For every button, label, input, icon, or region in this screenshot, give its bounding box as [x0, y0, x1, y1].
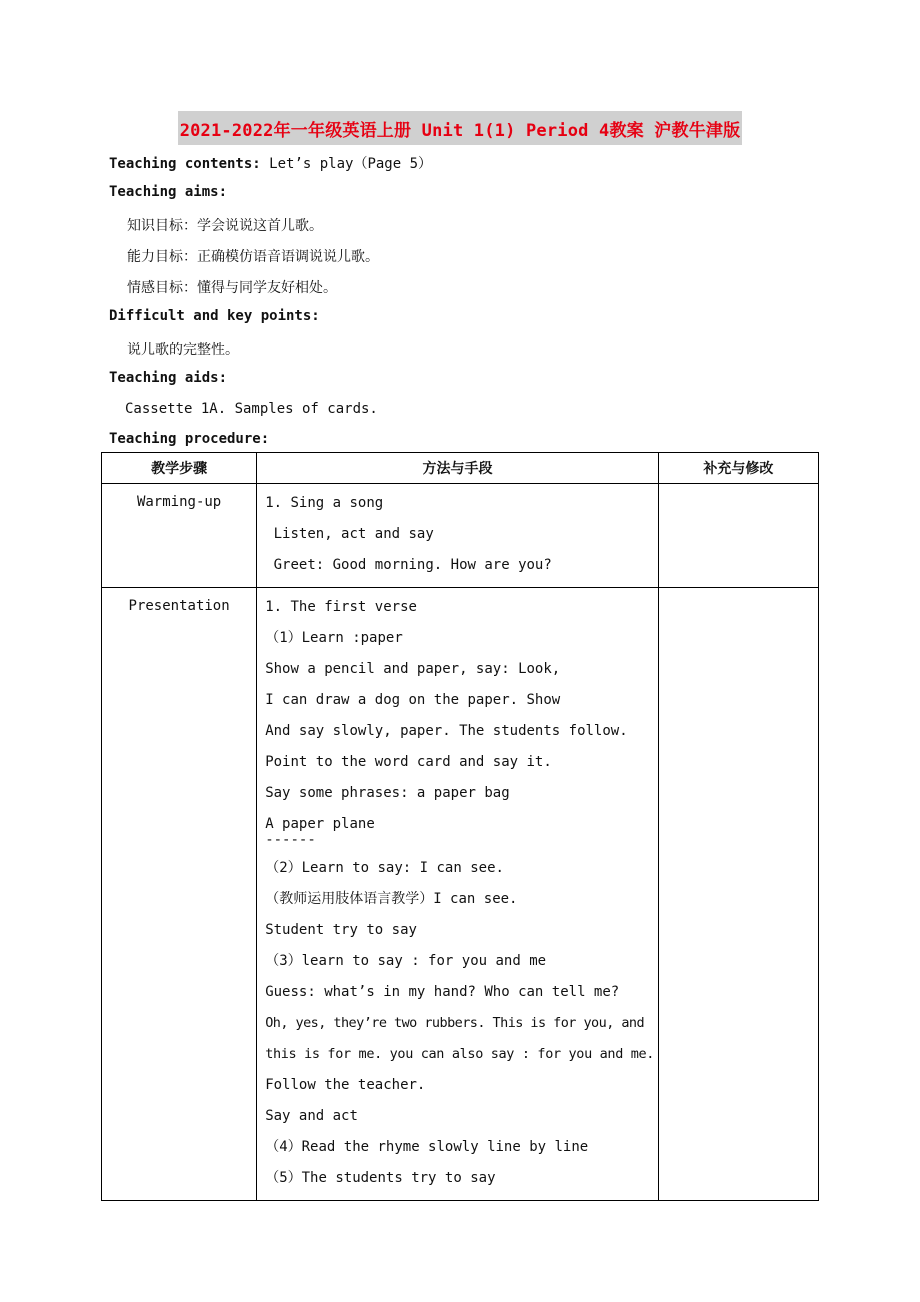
method-line: I can draw a dog on the paper. Show — [265, 692, 561, 708]
method-line: （教师运用肢体语言教学）I can see. — [265, 891, 518, 907]
method-line: （2）Learn to say: I can see. — [265, 860, 504, 876]
header-steps: 教学步骤 — [102, 453, 257, 484]
header-notes: 补充与修改 — [658, 453, 818, 484]
methods-cell — [257, 484, 659, 588]
method-line: Student try to say — [265, 922, 417, 938]
teaching-aids-label: Teaching aids: — [109, 370, 228, 386]
notes-cell — [658, 484, 818, 588]
method-line: （4）Read the rhyme slowly line by line — [265, 1139, 589, 1155]
method-line: Guess: what’s in my hand? Who can tell me? — [265, 984, 620, 1000]
method-line: （3）learn to say : for you and me — [265, 953, 547, 969]
method-line: And say slowly, paper. The students follow. — [265, 723, 628, 739]
method-line: Follow the teacher. — [265, 1077, 426, 1093]
key-points-text: 说儿歌的完整性。 — [127, 342, 239, 358]
procedure-table — [101, 452, 819, 1201]
table-row — [102, 588, 819, 1201]
table-header-row — [102, 453, 819, 484]
title-wrap — [0, 111, 920, 145]
teaching-contents-label: Teaching contents: — [109, 156, 261, 172]
aim-knowledge: 知识目标：学会说说这首儿歌。 — [127, 218, 323, 234]
methods-lines — [257, 484, 658, 587]
method-line: A paper plane — [265, 816, 375, 832]
table-row — [102, 484, 819, 588]
method-line: Listen, act and say — [265, 526, 434, 542]
method-line: Greet: Good morning. How are you? — [265, 557, 552, 573]
method-line: Point to the word card and say it. — [265, 754, 552, 770]
document-title: 2021-2022年一年级英语上册 Unit 1(1) Period 4教案 沪教牛津版 — [178, 111, 743, 145]
method-line: （1）Learn :paper — [265, 630, 403, 646]
stage-cell: Presentation — [102, 588, 257, 1201]
method-line: Say some phrases: a paper bag — [265, 785, 510, 801]
method-line: Say and act — [265, 1108, 358, 1124]
teaching-procedure-label: Teaching procedure: — [109, 431, 270, 447]
notes-cell — [658, 588, 818, 1201]
method-line: 1. Sing a song — [265, 495, 384, 511]
method-line: Show a pencil and paper, say: Look, — [265, 661, 561, 677]
method-line: （5）The students try to say — [265, 1170, 496, 1186]
method-line: 1. The first verse — [265, 599, 417, 615]
methods-lines — [257, 588, 658, 1200]
teaching-aids-text: Cassette 1A. Samples of cards. — [125, 401, 378, 417]
aim-ability: 能力目标：正确模仿语音语调说说儿歌。 — [127, 249, 379, 265]
stage-cell: Warming-up — [102, 484, 257, 588]
teaching-contents-value: Let’s play（Page 5） — [269, 156, 433, 172]
methods-cell — [257, 588, 659, 1201]
aim-emotion: 情感目标：懂得与同学友好相处。 — [127, 280, 337, 296]
key-points-label: Difficult and key points: — [109, 308, 320, 324]
method-line: Oh, yes, they’re two rubbers. This is for you, and — [265, 1015, 645, 1031]
method-line: this is for me. you can also say : for you and me. — [265, 1046, 655, 1062]
header-methods: 方法与手段 — [257, 453, 659, 484]
separator-dashes: ------ — [265, 832, 316, 848]
teaching-contents-line — [109, 153, 432, 173]
teaching-aims-label: Teaching aims: — [109, 184, 228, 200]
